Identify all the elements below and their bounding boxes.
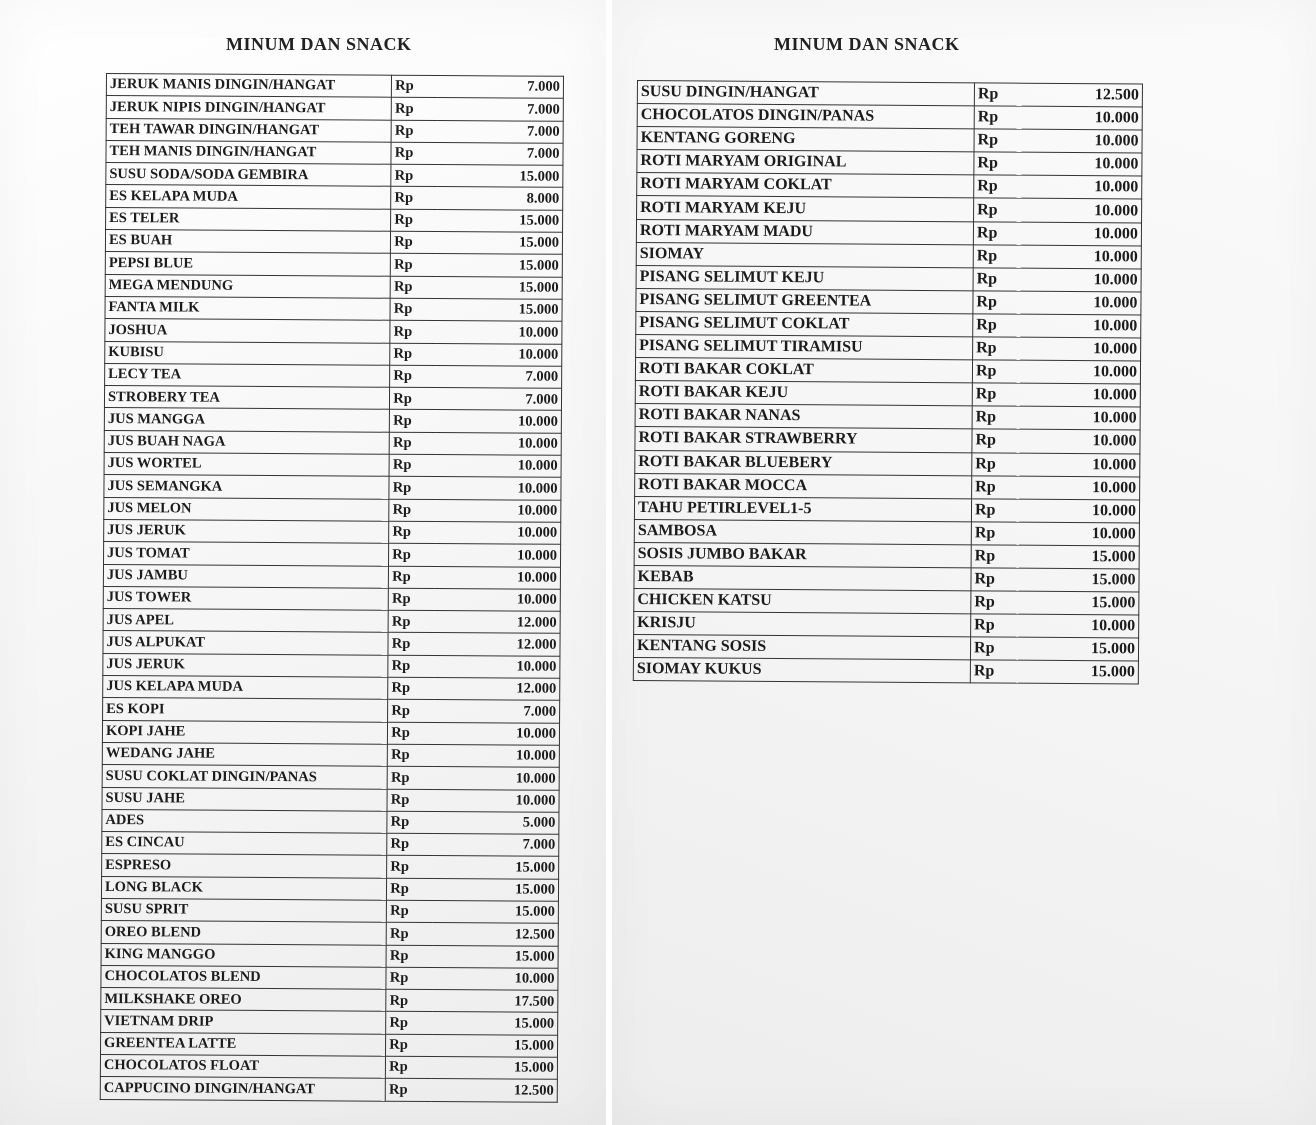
item-name: TEH TAWAR DINGIN/HANGAT (106, 118, 391, 142)
table-row (104, 542, 561, 567)
item-name: KEBAB (634, 565, 971, 590)
item-price: 15.000 (1019, 568, 1139, 592)
item-price: 10.000 (1020, 406, 1140, 430)
item-name: MILKSHAKE OREO (101, 988, 386, 1012)
item-currency: Rp (389, 454, 435, 477)
menu-table-left-body (100, 74, 563, 1102)
item-price: 10.000 (1019, 522, 1139, 546)
table-row (101, 1010, 558, 1035)
item-currency: Rp (974, 152, 1022, 175)
table-row (104, 408, 561, 433)
item-name: KING MANGGO (101, 943, 386, 967)
item-name: ES KOPI (103, 698, 388, 722)
table-row (635, 473, 1140, 500)
item-currency: Rp (386, 989, 432, 1012)
item-name: ROTI BAKAR KEJU (635, 381, 972, 406)
item-name: ES TELER (106, 207, 391, 231)
item-name: ROTI BAKAR NANAS (635, 404, 972, 429)
item-currency: Rp (974, 106, 1022, 129)
table-row (105, 274, 562, 299)
item-price: 10.000 (433, 722, 559, 745)
item-price: 10.000 (435, 455, 561, 478)
item-price: 15.000 (431, 1057, 557, 1080)
table-row (636, 311, 1141, 338)
item-name: SUSU SPRIT (101, 898, 386, 922)
item-currency: Rp (972, 406, 1020, 429)
item-currency: Rp (387, 833, 433, 856)
item-price: 10.000 (1020, 430, 1140, 454)
item-name: JUS JERUK (104, 519, 389, 543)
item-price: 10.000 (1020, 337, 1140, 361)
item-name: ROTI MARYAM KEJU (637, 196, 974, 221)
item-price: 7.000 (437, 142, 563, 165)
item-price: 8.000 (437, 187, 563, 210)
item-name: ES KELAPA MUDA (106, 185, 391, 209)
item-currency: Rp (387, 856, 433, 879)
table-row (101, 1032, 558, 1057)
item-currency: Rp (388, 700, 434, 723)
item-name: JUS WORTEL (104, 453, 389, 477)
table-row (103, 676, 560, 701)
item-name: PISANG SELIMUT COKLAT (636, 311, 973, 336)
item-currency: Rp (391, 209, 437, 232)
item-currency: Rp (971, 499, 1019, 522)
table-row (103, 609, 560, 634)
item-price: 10.000 (1021, 245, 1141, 269)
item-currency: Rp (391, 254, 437, 277)
item-name: ROTI MARYAM ORIGINAL (637, 150, 974, 175)
table-row (104, 475, 561, 500)
item-currency: Rp (388, 588, 434, 611)
item-price: 10.000 (432, 967, 558, 990)
item-currency: Rp (386, 923, 432, 946)
item-name: JUS JAMBU (103, 564, 388, 588)
item-price: 10.000 (1021, 199, 1141, 223)
table-row (634, 589, 1139, 616)
item-name: ADES (102, 809, 387, 833)
item-name: FANTA MILK (105, 296, 390, 320)
item-price: 12.000 (434, 678, 560, 701)
item-price: 10.000 (436, 321, 562, 344)
item-currency: Rp (386, 1056, 432, 1079)
item-currency: Rp (387, 766, 433, 789)
item-price: 15.000 (436, 254, 562, 277)
item-currency: Rp (388, 633, 434, 656)
table-row (634, 612, 1139, 639)
item-name: SAMBOSA (634, 519, 971, 544)
item-price: 12.500 (432, 923, 558, 946)
item-price: 10.000 (1020, 476, 1140, 500)
item-price: 7.000 (433, 834, 559, 857)
item-currency: Rp (391, 231, 437, 254)
item-price: 10.000 (434, 566, 560, 589)
table-row (635, 381, 1140, 408)
item-price: 10.000 (435, 521, 561, 544)
table-row (103, 631, 560, 656)
page-title-left: MINUM DAN SNACK (226, 34, 412, 54)
item-currency: Rp (970, 660, 1018, 683)
item-price: 10.000 (1021, 291, 1141, 315)
item-currency: Rp (389, 499, 435, 522)
table-row (103, 564, 560, 589)
table-row (100, 1055, 557, 1080)
item-name: GREENTEA LATTE (101, 1032, 386, 1056)
item-name: JUS MELON (104, 497, 389, 521)
table-row (634, 519, 1139, 546)
item-currency: Rp (388, 655, 434, 678)
item-name: SIOMAY (636, 242, 973, 267)
table-row (636, 288, 1141, 315)
item-price: 10.000 (1020, 453, 1140, 477)
item-name: VIETNAM DRIP (101, 1010, 386, 1034)
item-name: JUS TOMAT (104, 542, 389, 566)
item-price: 15.000 (433, 878, 559, 901)
item-name: ROTI BAKAR STRAWBERRY (635, 427, 972, 452)
table-row (635, 404, 1140, 431)
table-row (105, 252, 562, 277)
table-row (102, 832, 559, 857)
item-currency: Rp (972, 452, 1020, 475)
item-name: KOPI JAHE (102, 720, 387, 744)
table-row (104, 497, 561, 522)
menu-table-right-body (633, 81, 1142, 685)
item-currency: Rp (391, 120, 437, 143)
item-price: 10.000 (1019, 499, 1139, 523)
item-currency: Rp (389, 477, 435, 500)
item-currency: Rp (974, 83, 1022, 106)
item-name: JUS JERUK (103, 653, 388, 677)
item-currency: Rp (973, 268, 1021, 291)
table-row (103, 698, 560, 723)
table-row (106, 185, 563, 210)
item-price: 15.000 (436, 298, 562, 321)
item-price: 15.000 (1018, 661, 1138, 685)
item-price: 15.000 (1018, 637, 1138, 661)
item-currency: Rp (971, 545, 1019, 568)
item-price: 17.500 (432, 990, 558, 1013)
item-price: 10.000 (433, 767, 559, 790)
item-price: 10.000 (1022, 129, 1142, 153)
item-price: 15.000 (1019, 545, 1139, 569)
item-price: 12.500 (1022, 83, 1142, 107)
item-name: ROTI MARYAM MADU (636, 219, 973, 244)
item-currency: Rp (972, 475, 1020, 498)
item-currency: Rp (390, 410, 436, 433)
item-currency: Rp (387, 789, 433, 812)
table-row (103, 653, 560, 678)
table-row (105, 296, 562, 321)
item-price: 10.000 (435, 410, 561, 433)
item-price: 10.000 (435, 544, 561, 567)
item-price: 12.500 (431, 1079, 557, 1102)
item-name: PEPSI BLUE (105, 252, 390, 276)
table-row (106, 140, 563, 165)
table-row (106, 163, 563, 188)
item-price: 10.000 (435, 432, 561, 455)
table-row (634, 496, 1139, 523)
item-name: STROBERY TEA (104, 386, 389, 410)
item-price: 7.000 (437, 76, 563, 99)
item-name: JOSHUA (105, 319, 390, 343)
item-price: 15.000 (436, 232, 562, 255)
item-currency: Rp (391, 187, 437, 210)
item-name: TEH MANIS DINGIN/HANGAT (106, 140, 391, 164)
table-row (635, 427, 1140, 454)
item-currency: Rp (390, 343, 436, 366)
item-currency: Rp (387, 878, 433, 901)
item-currency: Rp (388, 722, 434, 745)
item-currency: Rp (390, 365, 436, 388)
item-currency: Rp (389, 432, 435, 455)
table-row (101, 943, 558, 968)
item-price: 10.000 (1022, 106, 1142, 130)
item-name: CHOCOLATOS FLOAT (100, 1055, 385, 1079)
table-row (101, 988, 558, 1013)
menu-table-left (100, 73, 564, 1102)
item-currency: Rp (386, 1034, 432, 1057)
item-name: JUS SEMANGKA (104, 475, 389, 499)
item-name: SUSU JAHE (102, 787, 387, 811)
table-row (634, 565, 1139, 592)
item-currency: Rp (390, 276, 436, 299)
item-currency: Rp (391, 164, 437, 187)
item-currency: Rp (386, 967, 432, 990)
item-price: 15.000 (433, 856, 559, 879)
table-row (102, 854, 559, 879)
item-price: 10.000 (434, 588, 560, 611)
item-price: 15.000 (1019, 591, 1139, 615)
item-currency: Rp (974, 129, 1022, 152)
item-name: SUSU SODA/SODA GEMBIRA (106, 163, 391, 187)
item-currency: Rp (972, 360, 1020, 383)
item-price: 15.000 (432, 945, 558, 968)
item-price: 7.000 (436, 365, 562, 388)
item-currency: Rp (973, 337, 1021, 360)
item-name: MEGA MENDUNG (105, 274, 390, 298)
item-name: ROTI MARYAM COKLAT (637, 173, 974, 198)
item-currency: Rp (971, 614, 1019, 637)
item-price: 10.000 (435, 499, 561, 522)
item-currency: Rp (386, 945, 432, 968)
item-currency: Rp (389, 521, 435, 544)
table-row (102, 720, 559, 745)
menu-table-right (633, 80, 1143, 685)
table-row (636, 265, 1141, 292)
item-price: 10.000 (1020, 360, 1140, 384)
item-name: SUSU DINGIN/HANGAT (637, 81, 974, 106)
table-row (634, 542, 1139, 569)
item-price: 15.000 (436, 276, 562, 299)
item-price: 7.000 (434, 700, 560, 723)
item-price: 15.000 (432, 1034, 558, 1057)
item-currency: Rp (387, 811, 433, 834)
item-price: 7.000 (437, 120, 563, 143)
item-name: SOSIS JUMBO BAKAR (634, 542, 971, 567)
item-currency: Rp (973, 221, 1021, 244)
item-name: KUBISU (105, 341, 390, 365)
item-price: 10.000 (1021, 222, 1141, 246)
item-currency: Rp (389, 566, 435, 589)
table-row (102, 765, 559, 790)
item-currency: Rp (386, 1012, 432, 1035)
item-price: 15.000 (437, 209, 563, 232)
item-currency: Rp (390, 298, 436, 321)
item-currency: Rp (973, 291, 1021, 314)
item-name: OREO BLEND (101, 921, 386, 945)
table-row (106, 96, 563, 121)
item-name: KRISJU (634, 612, 971, 637)
item-price: 10.000 (1022, 152, 1142, 176)
table-row (101, 965, 558, 990)
item-currency: Rp (972, 383, 1020, 406)
table-row (105, 363, 562, 388)
table-row (104, 519, 561, 544)
item-name: WEDANG JAHE (102, 742, 387, 766)
table-row (106, 74, 563, 99)
item-currency: Rp (390, 387, 436, 410)
item-name: ROTI BAKAR MOCCA (635, 473, 972, 498)
item-currency: Rp (973, 245, 1021, 268)
item-price: 15.000 (432, 900, 558, 923)
item-name: ES CINCAU (102, 832, 387, 856)
table-row (636, 335, 1141, 362)
item-price: 10.000 (433, 744, 559, 767)
table-row (102, 742, 559, 767)
item-name: JUS BUAH NAGA (104, 430, 389, 454)
item-name: JERUK MANIS DINGIN/HANGAT (106, 74, 391, 98)
item-currency: Rp (387, 900, 433, 923)
table-row (105, 341, 562, 366)
item-name: JUS KELAPA MUDA (103, 676, 388, 700)
item-price: 10.000 (1021, 314, 1141, 338)
item-name: JUS TOWER (103, 586, 388, 610)
item-currency: Rp (972, 429, 1020, 452)
item-name: PISANG SELIMUT TIRAMISU (636, 335, 973, 360)
table-row (105, 319, 562, 344)
item-price: 10.000 (436, 343, 562, 366)
table-row (101, 876, 558, 901)
item-currency: Rp (385, 1079, 431, 1102)
item-currency: Rp (971, 591, 1019, 614)
item-price: 10.000 (1020, 383, 1140, 407)
table-row (101, 921, 558, 946)
item-name: LONG BLACK (101, 876, 386, 900)
item-name: PISANG SELIMUT KEJU (636, 265, 973, 290)
item-currency: Rp (388, 677, 434, 700)
item-currency: Rp (389, 543, 435, 566)
item-name: KENTANG SOSIS (633, 635, 970, 660)
table-row (635, 450, 1140, 477)
item-currency: Rp (392, 75, 438, 98)
table-row (104, 386, 561, 411)
table-row (637, 81, 1142, 108)
item-name: LECY TEA (105, 363, 390, 387)
item-currency: Rp (971, 522, 1019, 545)
item-currency: Rp (390, 321, 436, 344)
item-price: 7.000 (436, 388, 562, 411)
item-price: 12.000 (434, 633, 560, 656)
page-title-right: MINUM DAN SNACK (774, 34, 960, 54)
table-row (103, 586, 560, 611)
item-currency: Rp (388, 744, 434, 767)
table-row (102, 787, 559, 812)
table-row (106, 118, 563, 143)
item-name: JERUK NIPIS DINGIN/HANGAT (106, 96, 391, 120)
item-price: 10.000 (433, 789, 559, 812)
item-currency: Rp (971, 568, 1019, 591)
item-currency: Rp (974, 175, 1022, 198)
item-name: PISANG SELIMUT GREENTEA (636, 288, 973, 313)
page-gutter (606, 0, 612, 1125)
item-price: 10.000 (1019, 614, 1139, 638)
item-name: SUSU COKLAT DINGIN/PANAS (102, 765, 387, 789)
table-row (104, 430, 561, 455)
table-row (637, 104, 1142, 131)
item-name: CHICKEN KATSU (634, 589, 971, 614)
item-price: 15.000 (437, 165, 563, 188)
item-currency: Rp (391, 142, 437, 165)
item-price: 10.000 (1022, 176, 1142, 200)
item-name: ROTI BAKAR COKLAT (635, 358, 972, 383)
item-currency: Rp (391, 98, 437, 121)
item-currency: Rp (388, 610, 434, 633)
item-name: TAHU PETIRLEVEL1-5 (634, 496, 971, 521)
item-name: JUS APEL (103, 609, 388, 633)
table-row (633, 658, 1138, 685)
item-name: JUS ALPUKAT (103, 631, 388, 655)
table-row (105, 230, 562, 255)
table-row (633, 635, 1138, 662)
item-name: CHOCOLATOS BLEND (101, 965, 386, 989)
item-currency: Rp (973, 314, 1021, 337)
item-price: 7.000 (437, 98, 563, 121)
table-row (104, 453, 561, 478)
table-row (102, 809, 559, 834)
item-name: CAPPUCINO DINGIN/HANGAT (100, 1077, 385, 1101)
table-row (100, 1077, 557, 1102)
item-currency: Rp (974, 198, 1022, 221)
item-name: CHOCOLATOS DINGIN/PANAS (637, 104, 974, 129)
item-name: KENTANG GORENG (637, 127, 974, 152)
table-row (106, 207, 563, 232)
table-row (101, 898, 558, 923)
item-name: ESPRESO (102, 854, 387, 878)
item-price: 10.000 (435, 477, 561, 500)
item-name: JUS MANGGA (104, 408, 389, 432)
item-price: 5.000 (433, 811, 559, 834)
item-price: 10.000 (434, 655, 560, 678)
table-row (635, 358, 1140, 385)
item-name: ROTI BAKAR BLUEBERY (635, 450, 972, 475)
item-price: 15.000 (432, 1012, 558, 1035)
item-name: SIOMAY KUKUS (633, 658, 970, 683)
item-name: ES BUAH (105, 230, 390, 254)
item-currency: Rp (970, 637, 1018, 660)
item-price: 12.000 (434, 611, 560, 634)
item-price: 10.000 (1021, 268, 1141, 292)
